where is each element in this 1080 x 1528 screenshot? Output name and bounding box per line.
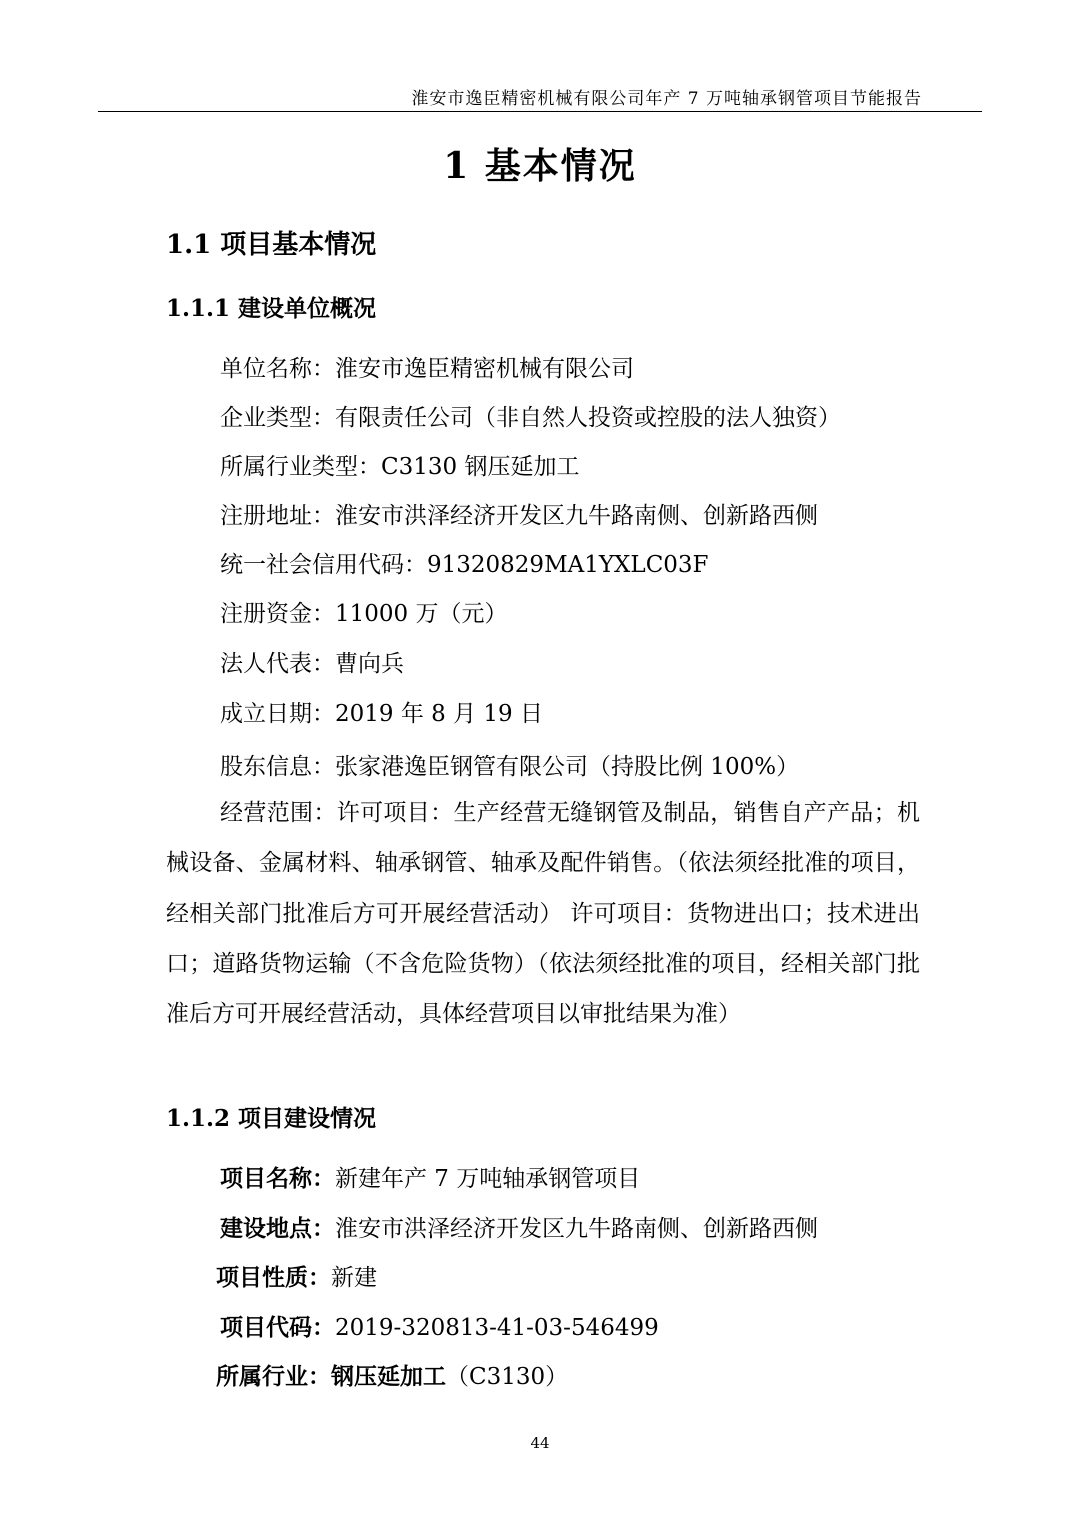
company-type-line: 企业类型：有限责任公司（非自然人投资或控股的法人独资） (220, 405, 841, 431)
project-code-value: 2019-320813-41-03-546499 (335, 1315, 659, 1341)
project-industry-label: 所属行业：钢压延加工 (216, 1363, 446, 1390)
chapter-title: 1 基本情况 (443, 145, 637, 187)
project-nature-label: 项目性质： (216, 1264, 331, 1291)
shareholder-line: 股东信息：张家港逸臣钢管有限公司（持股比例 100%） (220, 754, 800, 780)
project-location-value: 淮安市洪泽经济开发区九牛路南侧、创新路西侧 (335, 1216, 818, 1242)
project-nature-value: 新建 (331, 1265, 377, 1291)
company-name-line: 单位名称：淮安市逸臣精密机械有限公司 (220, 356, 634, 382)
page-header (98, 82, 982, 112)
project-code-line (220, 1309, 659, 1342)
project-nature-line (216, 1259, 377, 1292)
project-name-label: 项目名称： (220, 1165, 335, 1192)
industry-type-line: 所属行业类型：C3130 钢压延加工 (220, 454, 580, 480)
section-heading-1-1-2: 1.1.2 项目建设情况 (166, 1105, 377, 1132)
legal-representative-line: 法人代表：曹向兵 (220, 651, 404, 677)
established-date-line: 成立日期：2019 年 8 月 19 日 (220, 701, 543, 727)
project-name-line (220, 1160, 640, 1193)
credit-code-line: 统一社会信用代码：91320829MA1YXLC03F (220, 552, 709, 578)
project-industry-value: （C3130） (446, 1364, 569, 1390)
registered-capital-line: 注册资金：11000 万（元） (220, 601, 508, 627)
section-heading-1-1: 1.1 项目基本情况 (166, 230, 377, 260)
registered-address-line: 注册地址：淮安市洪泽经济开发区九牛路南侧、创新路西侧 (220, 503, 818, 529)
business-scope-paragraph: 经营范围：许可项目：生产经营无缝钢管及制品，销售自产产品；机械设备、金属材料、轴承钢管、轴承及配件销售。（依法须经批准的项目，经相关部门批准后方可开展经营活动） 许可项目：货物进出口；技术进出口；道路货物运输（不含危险货物）（依法须经批准的项目，经相关部门批准后方可开展经营活动，具体经营项目以审批结果为准） (166, 800, 920, 1028)
page-number: 44 (530, 1434, 550, 1452)
header-rule (98, 111, 982, 112)
project-location-label: 建设地点： (220, 1215, 335, 1242)
section-heading-1-1-1: 1.1.1 建设单位概况 (166, 295, 377, 322)
header-title: 淮安市逸臣精密机械有限公司年产 7 万吨轴承钢管项目节能报告 (411, 89, 922, 109)
project-industry-line (216, 1358, 568, 1391)
project-location-line (220, 1210, 818, 1243)
project-name-value: 新建年产 7 万吨轴承钢管项目 (335, 1166, 641, 1192)
project-code-label: 项目代码： (220, 1314, 335, 1341)
